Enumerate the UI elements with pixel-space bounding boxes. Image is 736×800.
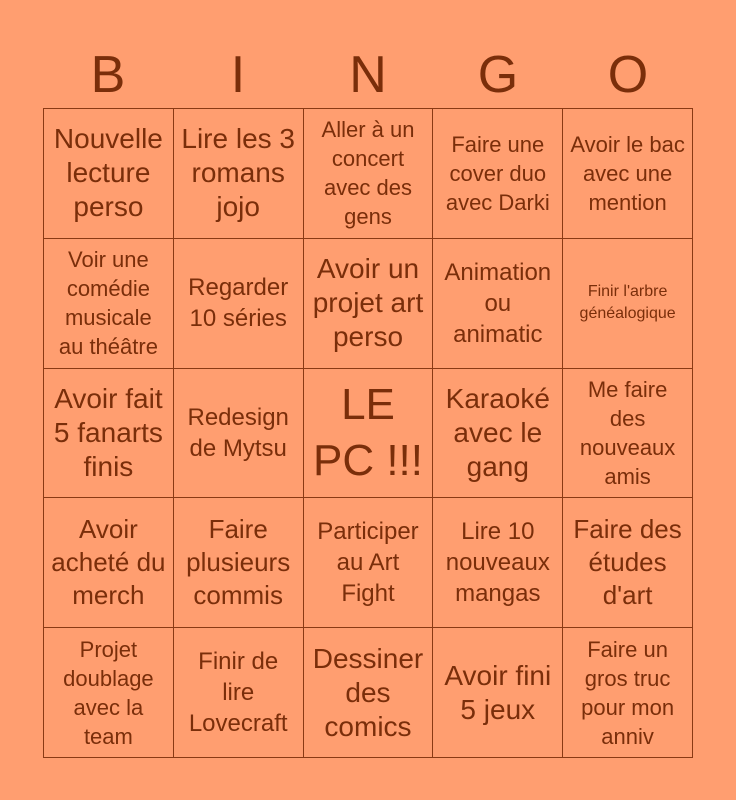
cell-text: Animation ou animatic: [444, 258, 552, 348]
bingo-cell[interactable]: [174, 109, 304, 239]
bingo-cell[interactable]: [304, 239, 434, 369]
cell-text: Avoir fini 5 jeux: [444, 659, 552, 725]
bingo-cell[interactable]: [44, 369, 174, 499]
cell-text: Karaoké avec le gang: [445, 382, 550, 482]
cell-text: Dessiner des comics: [312, 642, 424, 742]
cell-text: Voir une comédie musicale au théâtre: [58, 247, 158, 360]
cell-text: Finir l'arbre généalogique: [579, 283, 676, 323]
cell-text: Nouvelle lecture perso: [53, 123, 163, 223]
bingo-cell[interactable]: [44, 109, 174, 239]
cell-text: Avoir acheté du merch: [51, 514, 166, 611]
title-letter-b: B: [90, 46, 126, 104]
cell-text: Lire 10 nouveaux mangas: [445, 518, 550, 608]
cell-text: Avoir le bac avec une mention: [570, 131, 685, 215]
bingo-cell[interactable]: [174, 628, 304, 758]
bingo-cell[interactable]: [433, 239, 563, 369]
cell-text: Redesign de Mytsu: [187, 403, 289, 462]
cell-text: Faire une cover duo avec Darki: [445, 131, 550, 215]
bingo-cell[interactable]: [44, 628, 174, 758]
cell-text: Me faire des nouveaux amis: [579, 376, 676, 489]
bingo-cell[interactable]: [563, 369, 693, 499]
title-letter-g: G: [477, 46, 519, 104]
cell-text: LE PC !!!: [312, 379, 423, 485]
title-letter-o: O: [607, 46, 649, 104]
cell-text: Regarder 10 séries: [188, 274, 289, 333]
cell-text: Faire des études d'art: [573, 514, 682, 611]
bingo-cell[interactable]: [174, 498, 304, 628]
cell-text: Faire plusieurs commis: [186, 514, 291, 611]
cell-text: Aller à un concert avec des gens: [321, 117, 415, 230]
bingo-cell[interactable]: [174, 239, 304, 369]
title-letter-n: N: [349, 46, 387, 104]
bingo-cell[interactable]: [563, 239, 693, 369]
cell-text: Faire un gros truc pour mon anniv: [581, 636, 675, 749]
bingo-cell[interactable]: [433, 628, 563, 758]
bingo-cell[interactable]: [304, 628, 434, 758]
bingo-cell[interactable]: [433, 369, 563, 499]
cell-text: Projet doublage avec la team: [63, 636, 154, 749]
bingo-cell[interactable]: [304, 369, 434, 499]
bingo-title: [43, 44, 693, 106]
bingo-cell[interactable]: [433, 109, 563, 239]
bingo-grid: [43, 108, 693, 758]
bingo-cell[interactable]: [174, 369, 304, 499]
cell-text: Lire les 3 romans jojo: [181, 123, 295, 223]
bingo-cell[interactable]: [44, 498, 174, 628]
bingo-cell[interactable]: [563, 498, 693, 628]
bingo-cell[interactable]: [44, 239, 174, 369]
bingo-cell[interactable]: [433, 498, 563, 628]
cell-text: Finir de lire Lovecraft: [188, 648, 288, 738]
bingo-cell[interactable]: [304, 109, 434, 239]
bingo-cell[interactable]: [304, 498, 434, 628]
title-letter-i: I: [230, 46, 246, 104]
bingo-cell[interactable]: [563, 628, 693, 758]
cell-text: Avoir fait 5 fanarts finis: [53, 382, 163, 482]
bingo-cell[interactable]: [563, 109, 693, 239]
cell-text: Avoir un projet art perso: [312, 253, 424, 353]
cell-text: Participer au Art Fight: [317, 518, 419, 608]
